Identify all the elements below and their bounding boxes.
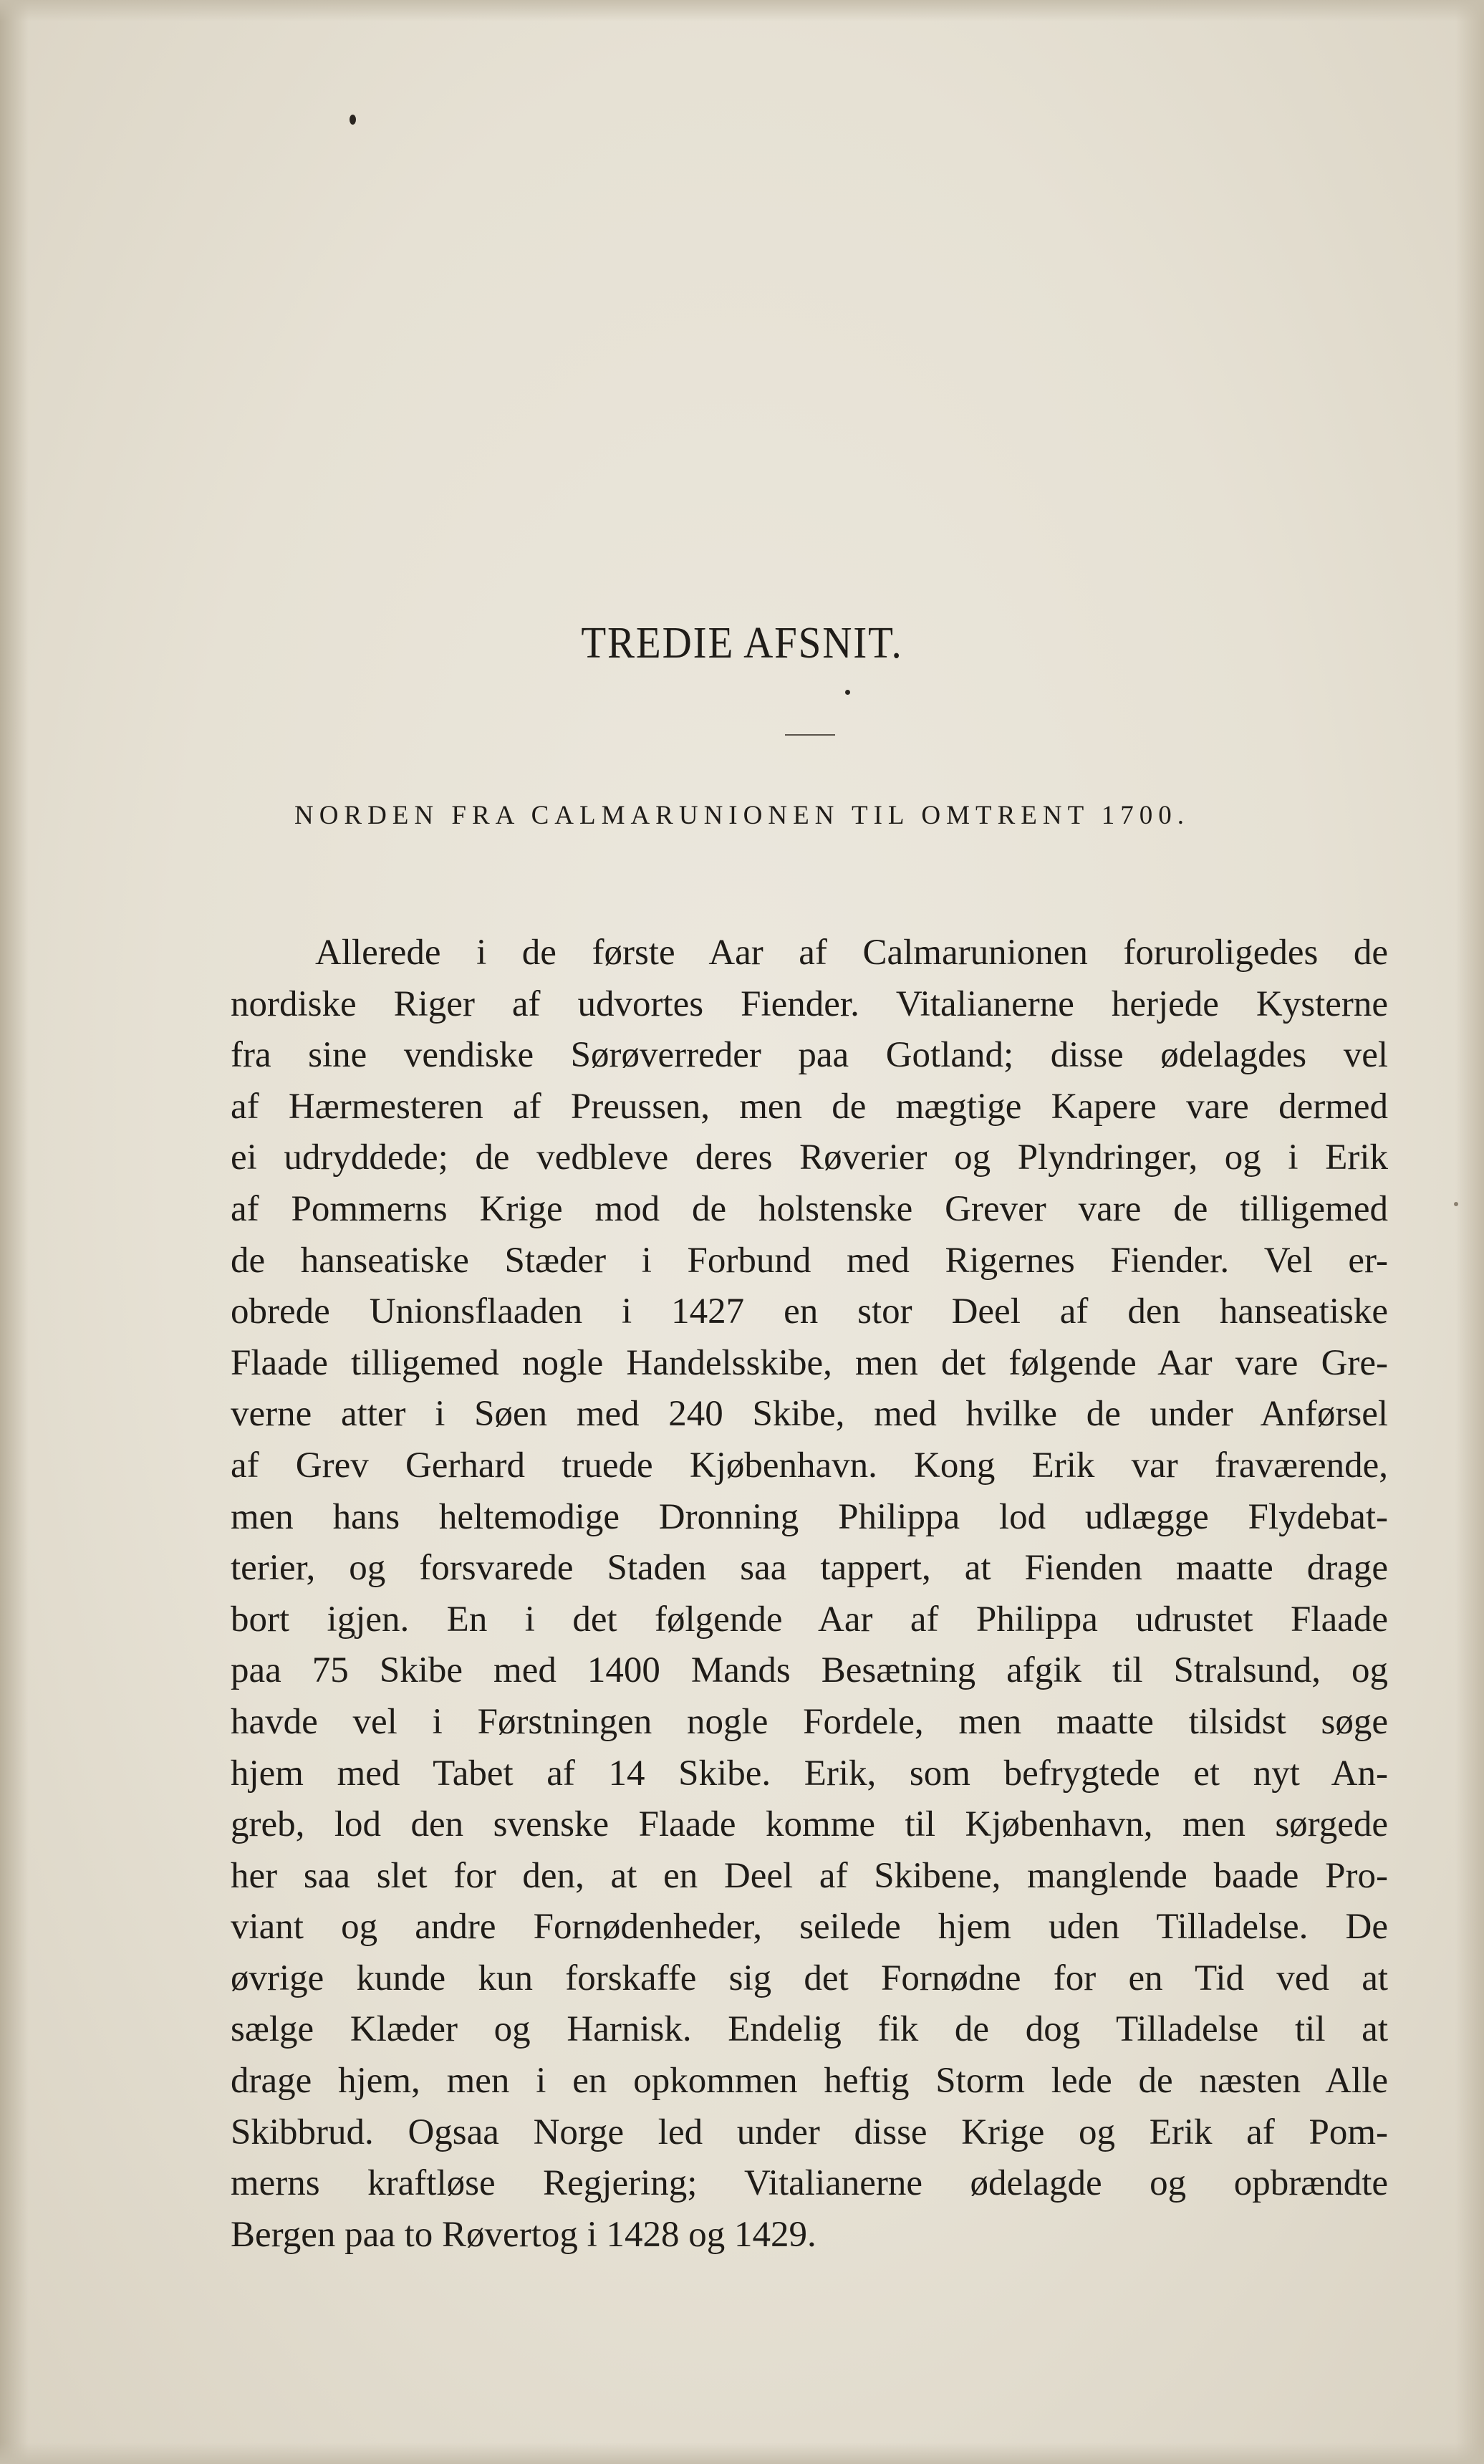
- page-edge-top: [0, 0, 1484, 21]
- section-subheading: NORDEN FRA CALMARUNIONEN TIL OMTRENT 1700.: [294, 801, 1190, 830]
- ink-speck: [1454, 1202, 1458, 1206]
- text-line: greb, lod den svenske Flaade komme til Kjøbenhavn, men sørgede: [231, 1804, 1388, 1845]
- page-edge-bottom: [0, 2443, 1484, 2464]
- heading-rule: [785, 734, 835, 736]
- text-line: men hans heltemodige Dronning Philippa lod udlægge Flydebat-: [231, 1496, 1388, 1537]
- text-line: hjem med Tabet af 14 Skibe. Erik, som befrygtede et nyt An-: [231, 1753, 1388, 1794]
- text-line: terier, og forsvarede Staden saa tappert, at Fienden maatte drage: [231, 1548, 1388, 1589]
- text-line: Allerede i de første Aar af Calmarunionen foruroligedes de: [315, 933, 1388, 973]
- ink-speck: [350, 115, 356, 125]
- section-heading: TREDIE AFSNIT.: [581, 619, 903, 668]
- text-line: havde vel i Førstningen nogle Fordele, men maatte tilsidst søge: [231, 1701, 1388, 1742]
- text-line: drage hjem, men i en opkommen heftig Storm lede de næsten Alle: [231, 2061, 1388, 2102]
- text-line: obrede Unionsflaaden i 1427 en stor Deel af den hanseatiske: [231, 1291, 1388, 1332]
- text-line: de hanseatiske Stæder i Forbund med Rigernes Fiender. Vel er-: [231, 1240, 1388, 1281]
- text-line: sælge Klæder og Harnisk. Endelig fik de dog Tilladelse til at: [231, 2009, 1388, 2050]
- text-line: bort igjen. En i det følgende Aar af Philippa udrustet Flaade: [231, 1599, 1388, 1640]
- text-line: paa 75 Skibe med 1400 Mands Besætning afgik til Stralsund, og: [231, 1650, 1388, 1691]
- text-line: Skibbrud. Ogsaa Norge led under disse Krige og Erik af Pom-: [231, 2112, 1388, 2152]
- text-line: verne atter i Søen med 240 Skibe, med hvilke de under Anførsel: [231, 1394, 1388, 1435]
- text-line: Bergen paa to Røvertog i 1428 og 1429.: [231, 2214, 816, 2255]
- page-edge-right: [1455, 0, 1484, 2464]
- text-line: her saa slet for den, at en Deel af Skibene, manglende baade Pro-: [231, 1855, 1388, 1896]
- text-line: af Grev Gerhard truede Kjøbenhavn. Kong Erik var fraværende,: [231, 1445, 1388, 1486]
- text-line: af Pommerns Krige mod de holstenske Grever vare de tilligemed: [231, 1188, 1388, 1229]
- page-edge-left: [0, 0, 29, 2464]
- text-line: fra sine vendiske Sørøverreder paa Gotland; disse ødelagdes vel: [231, 1035, 1388, 1076]
- ink-speck: [845, 690, 850, 695]
- text-line: Flaade tilligemed nogle Handelsskibe, men det følgende Aar vare Gre-: [231, 1342, 1388, 1383]
- text-line: øvrige kunde kun forskaffe sig det Fornødne for en Tid ved at: [231, 1958, 1388, 1998]
- body-paragraph: [231, 928, 1388, 2261]
- text-line: af Hærmesteren af Preussen, men de mægtige Kapere vare dermed: [231, 1086, 1388, 1127]
- text-line: ei udryddede; de vedbleve deres Røverier og Plyndringer, og i Erik: [231, 1137, 1388, 1178]
- text-line: merns kraftløse Regjering; Vitalianerne ødelagde og opbrændte: [231, 2163, 1388, 2204]
- text-line: viant og andre Fornødenheder, seilede hjem uden Tilladelse. De: [231, 1907, 1388, 1948]
- text-line: nordiske Riger af udvortes Fiender. Vitalianerne herjede Kysterne: [231, 983, 1388, 1024]
